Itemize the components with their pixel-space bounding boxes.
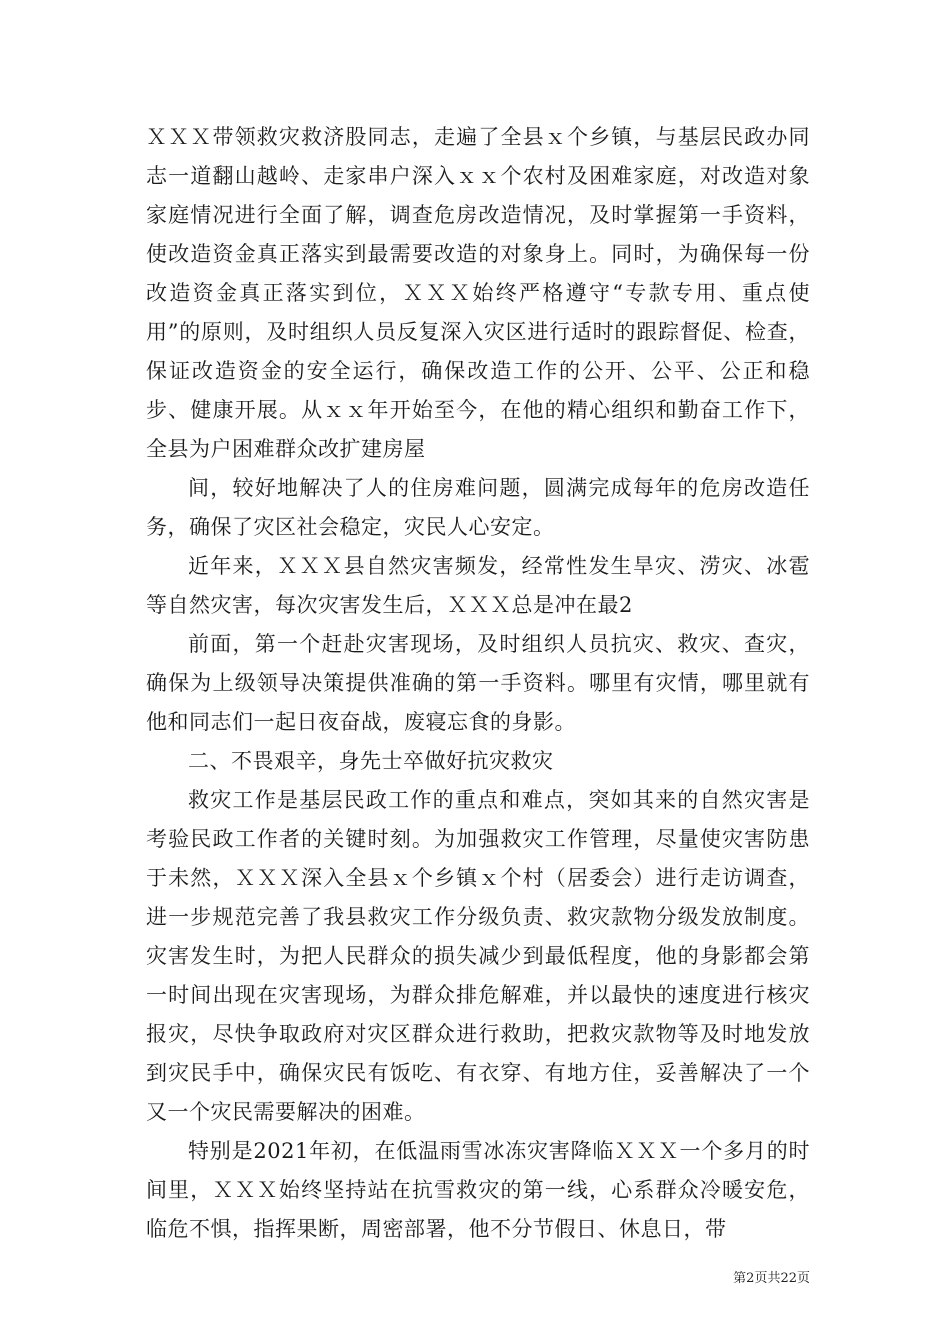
paragraph-2: 间，较好地解决了人的住房难问题，圆满完成每年的危房改造任务，确保了灾区社会稳定，灾民人心安定。 xyxy=(146,476,810,539)
paragraph-4: 前面，第一个赶赴灾害现场，及时组织人员抗灾、救灾、查灾，确保为上级领导决策提供准确的第一手资料。哪里有灾情，哪里就有他和同志们一起日夜奋战，废寝忘食的身影。 xyxy=(146,632,810,734)
paragraph-1: ＸＸＸ带领救灾救济股同志，走遍了全县ｘ个乡镇，与基层民政办同志一道翻山越岭、走家串户深入ｘｘ个农村及困难家庭，对改造对象家庭情况进行全面了解，调查危房改造情况，及时掌握第一手资料，使改造资金真正落实到最需要改造的对象身上。同时，为确保每一份改造资金真正落实到位，ＸＸＸ始终严格遵守“专款专用、重点使用”的原则，及时组织人员反复深入灾区进行适时的跟踪督促、检查，保证改造资金的安全运行，确保改造工作的公开、公平、公正和稳步、健康开展。从ｘｘ年开始至今，在他的精心组织和勤奋工作下，全县为户困难群众改扩建房屋 xyxy=(146,125,810,461)
page-number-footer: 第2页共22页 xyxy=(733,1271,810,1286)
paragraph-5: 救灾工作是基层民政工作的重点和难点，突如其来的自然灾害是考验民政工作者的关键时刻。为加强救灾工作管理，尽量使灾害防患于未然，ＸＸＸ深入全县ｘ个乡镇ｘ个村（居委会）进行走访调查，进一步规范完善了我县救灾工作分级负责、救灾款物分级发放制度。灾害发生时，为把人民群众的损失减少到最低程度，他的身影都会第一时间出现在灾害现场，为群众排危解难，并以最快的速度进行核灾报灾，尽快争取政府对灾区群众进行救助，把救灾款物等及时地发放到灾民手中，确保灾民有饭吃、有衣穿、有地方住，妥善解决了一个又一个灾民需要解决的困难。 xyxy=(146,788,810,1124)
document-body xyxy=(146,118,810,1249)
paragraph-3: 近年来，ＸＸＸ县自然灾害频发，经常性发生旱灾、涝灾、冰雹等自然灾害，每次灾害发生后，ＸＸＸ总是冲在最2 xyxy=(146,554,810,617)
paragraph-6: 特别是2021年初，在低温雨雪冰冻灾害降临ＸＸＸ一个多月的时间里，ＸＸＸ始终坚持站在抗雪救灾的第一线，心系群众冷暖安危，临危不惧，指挥果断，周密部署，他不分节假日、休息日，带 xyxy=(146,1139,810,1241)
section-heading: 二、不畏艰辛，身先士卒做好抗灾救灾 xyxy=(188,749,554,773)
